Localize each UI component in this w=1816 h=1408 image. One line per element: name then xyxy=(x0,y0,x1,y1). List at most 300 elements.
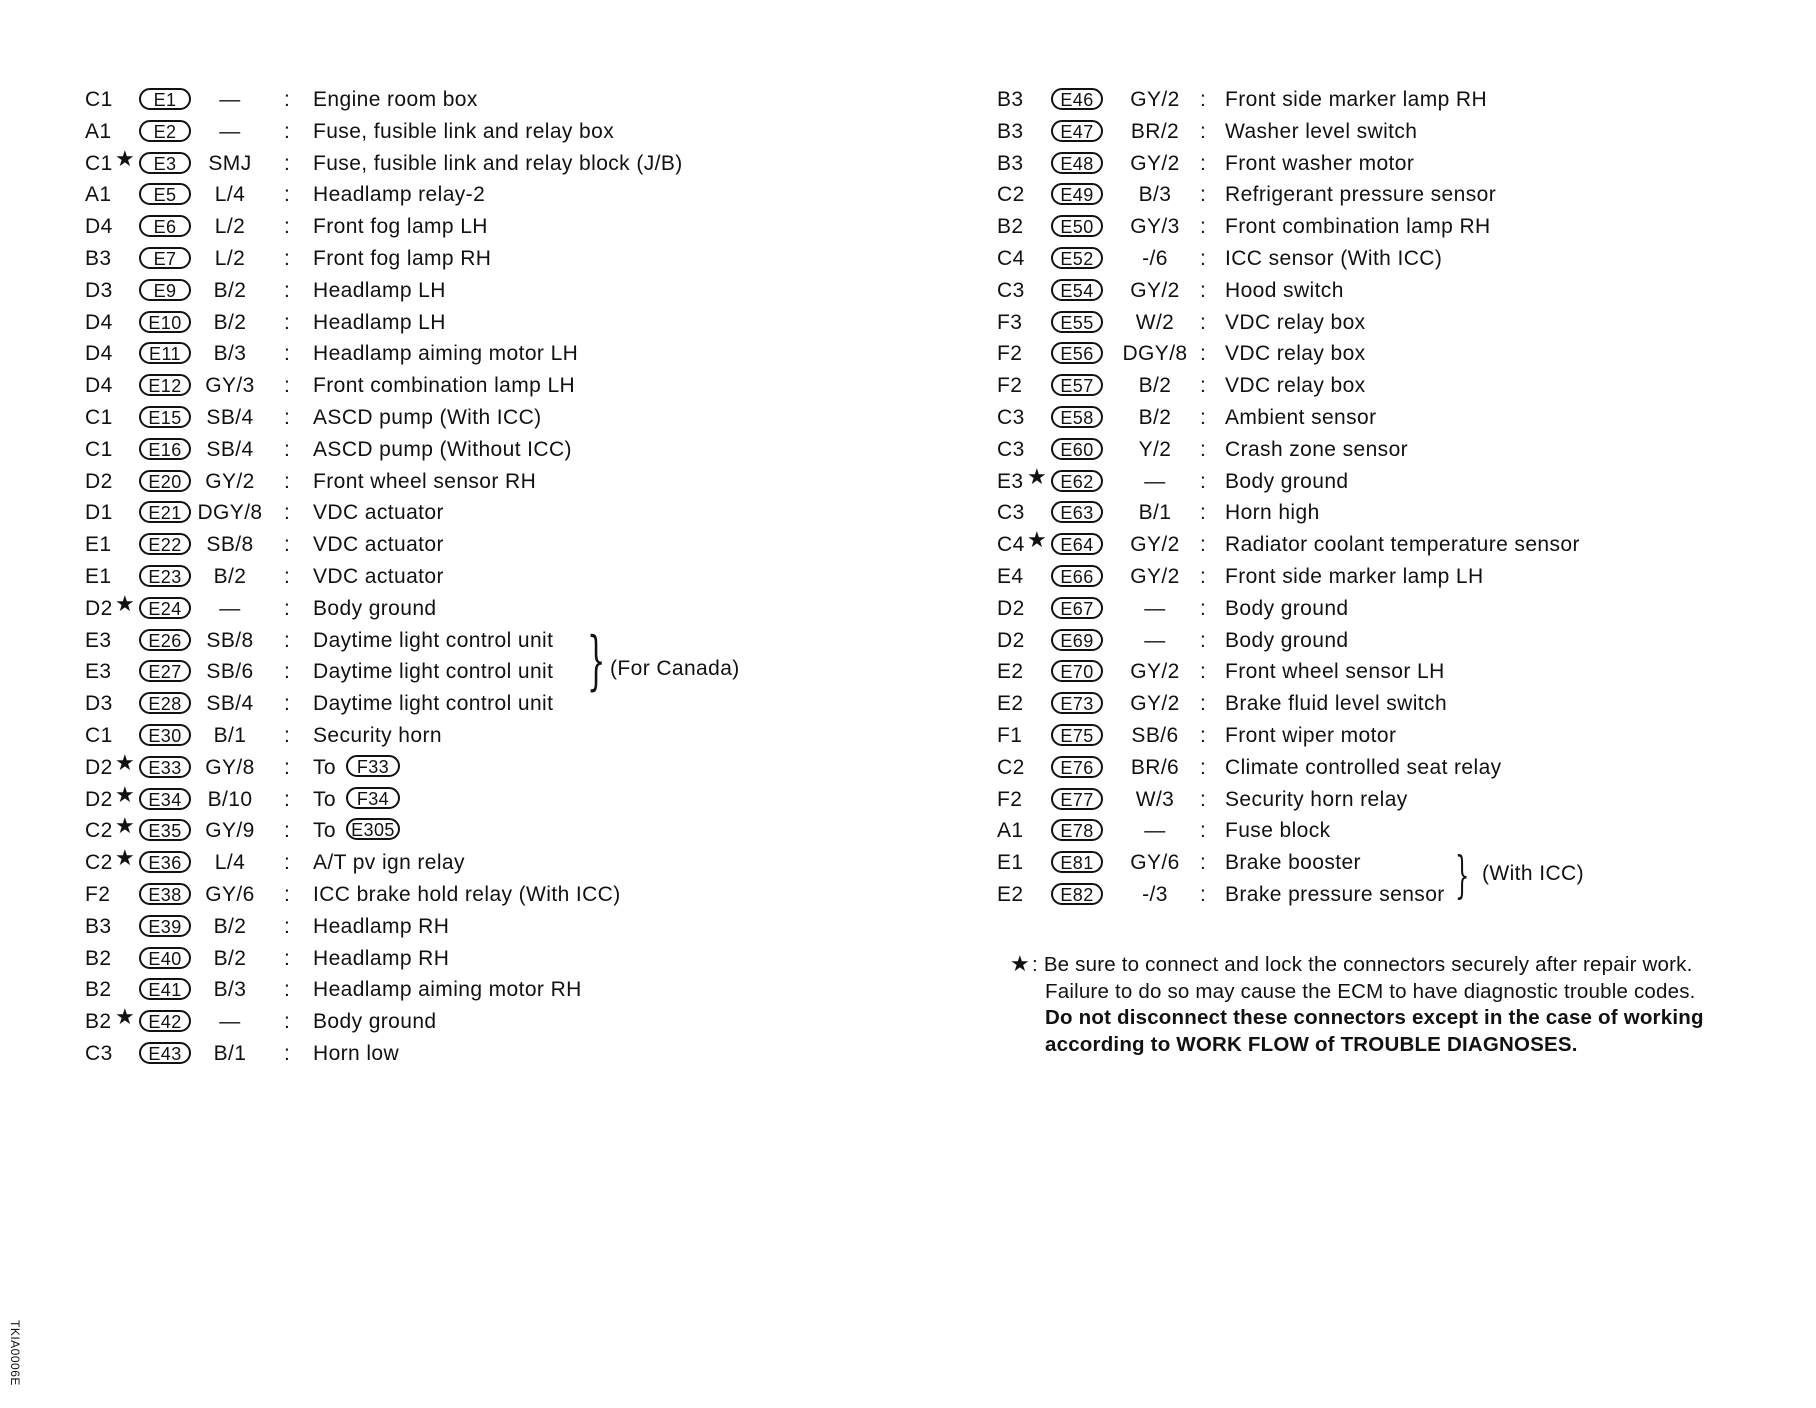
grid-location: E3 xyxy=(997,469,1024,493)
connector-description-text: Brake pressure sensor xyxy=(1225,882,1445,906)
connector-description xyxy=(313,243,491,275)
connector-code: GY/2 xyxy=(1130,533,1180,557)
connector-number: E35 xyxy=(139,819,191,841)
grid-location: F3 xyxy=(997,310,1023,334)
separator-colon: : xyxy=(1200,851,1207,875)
separator-colon: : xyxy=(284,533,291,557)
connector-number: E43 xyxy=(139,1042,191,1064)
connector-description xyxy=(1225,307,1366,339)
connector-description xyxy=(313,625,553,657)
separator-colon: : xyxy=(284,596,291,620)
separator-colon: : xyxy=(284,278,291,302)
connector-row xyxy=(85,529,945,561)
connector-number-badge xyxy=(1051,847,1103,875)
grid-location: E1 xyxy=(85,533,112,557)
grid-location: E2 xyxy=(997,882,1024,906)
grid-location: C2 xyxy=(997,755,1025,779)
connector-code: — xyxy=(1144,628,1166,652)
connector-row xyxy=(997,84,1797,116)
grid-location: C4 xyxy=(997,533,1025,557)
connector-code: DGY/8 xyxy=(1122,342,1188,366)
separator-colon: : xyxy=(284,660,291,684)
connector-description xyxy=(313,211,488,243)
separator-colon: : xyxy=(1200,501,1207,525)
connector-description xyxy=(313,974,582,1006)
connector-description xyxy=(313,529,444,561)
connector-description xyxy=(313,561,444,593)
connector-row xyxy=(85,815,945,847)
grid-location: D2 xyxy=(85,787,113,811)
connector-row xyxy=(85,338,945,370)
connector-description xyxy=(1225,720,1396,752)
connector-code: — xyxy=(219,1010,241,1034)
separator-colon: : xyxy=(284,310,291,334)
connector-code: SB/4 xyxy=(206,405,254,429)
connector-description xyxy=(313,116,614,148)
connector-description-text: Front wheel sensor RH xyxy=(313,469,537,493)
connector-row xyxy=(997,815,1797,847)
grid-location: C3 xyxy=(997,437,1025,461)
star-icon: ★ xyxy=(1027,463,1048,489)
connector-number: E7 xyxy=(139,247,191,269)
connector-number-badge xyxy=(1051,148,1103,176)
connector-number-badge xyxy=(139,370,191,398)
grid-location: B3 xyxy=(997,151,1024,175)
grid-location: E3 xyxy=(85,660,112,684)
connector-number: E16 xyxy=(139,438,191,460)
connector-description xyxy=(1225,529,1580,561)
connector-number-badge xyxy=(139,943,191,971)
connector-description xyxy=(1225,179,1496,211)
connector-row xyxy=(997,148,1797,180)
connector-number: E38 xyxy=(139,883,191,905)
connector-number: E55 xyxy=(1051,311,1103,333)
connector-number: E9 xyxy=(139,279,191,301)
connector-number-badge xyxy=(139,243,191,271)
connector-number: E75 xyxy=(1051,724,1103,746)
grid-location: D3 xyxy=(85,692,113,716)
grid-location: B2 xyxy=(85,978,112,1002)
connector-description xyxy=(1225,211,1491,243)
connector-number: E82 xyxy=(1051,883,1103,905)
separator-colon: : xyxy=(284,246,291,270)
connector-description xyxy=(313,879,621,911)
connector-number-badge xyxy=(139,497,191,525)
separator-colon: : xyxy=(1200,755,1207,779)
connector-code: B/3 xyxy=(213,978,247,1002)
grid-location: A1 xyxy=(997,819,1024,843)
connector-number: E52 xyxy=(1051,247,1103,269)
grid-location: F2 xyxy=(997,787,1023,811)
connector-number: E42 xyxy=(139,1010,191,1032)
connector-number-badge xyxy=(139,911,191,939)
connector-number-badge xyxy=(139,974,191,1002)
connector-description xyxy=(313,434,572,466)
separator-colon: : xyxy=(1200,374,1207,398)
connector-description xyxy=(1225,879,1445,911)
connector-number-badge xyxy=(139,434,191,462)
connector-number-badge xyxy=(1051,784,1103,812)
connector-code: L/2 xyxy=(214,246,246,270)
separator-colon: : xyxy=(284,405,291,429)
separator-colon: : xyxy=(284,1010,291,1034)
brace-for-canada: } xyxy=(587,624,606,698)
connector-row xyxy=(85,116,945,148)
connector-row xyxy=(85,1038,945,1070)
separator-colon: : xyxy=(1200,628,1207,652)
star-icon: ★ xyxy=(115,145,136,171)
separator-colon: : xyxy=(284,374,291,398)
note-line-1: Be sure to connect and lock the connectors securely after repair work. xyxy=(1043,953,1693,976)
connector-number: E64 xyxy=(1051,533,1103,555)
star-icon: ★ xyxy=(115,813,136,839)
grid-location: C1 xyxy=(85,723,113,747)
connector-description-text: Horn high xyxy=(1225,501,1320,525)
connector-description xyxy=(313,307,446,339)
connector-number-badge xyxy=(1051,243,1103,271)
brace-label-for-canada: (For Canada) xyxy=(610,657,740,680)
connector-code: SB/6 xyxy=(1131,723,1179,747)
connector-row xyxy=(85,243,945,275)
connector-number-badge xyxy=(1051,815,1103,843)
connector-code: GY/2 xyxy=(1130,278,1180,302)
grid-location: C3 xyxy=(85,1041,113,1065)
connector-row xyxy=(85,1006,945,1038)
grid-location: E2 xyxy=(997,660,1024,684)
target-connector: E305 xyxy=(346,818,400,840)
connector-code: B/10 xyxy=(207,787,253,811)
connector-number-badge xyxy=(1051,370,1103,398)
connector-code: -/6 xyxy=(1142,246,1168,270)
connector-number-badge xyxy=(1051,752,1103,780)
separator-colon: : xyxy=(284,1041,291,1065)
grid-location: D3 xyxy=(85,278,113,302)
connector-description xyxy=(313,84,478,116)
connector-number-badge xyxy=(139,593,191,621)
connector-code: GY/8 xyxy=(205,755,255,779)
connector-description-text: Refrigerant pressure sensor xyxy=(1225,183,1497,207)
grid-location: E3 xyxy=(85,628,112,652)
connector-code: GY/2 xyxy=(1130,692,1180,716)
connector-row xyxy=(85,879,945,911)
connector-description-text: VDC relay box xyxy=(1225,374,1366,398)
connector-number-badge xyxy=(1051,179,1103,207)
connector-number-badge xyxy=(139,466,191,494)
connector-number: E41 xyxy=(139,978,191,1000)
connector-number: E58 xyxy=(1051,406,1103,428)
connector-description-text: To xyxy=(313,755,336,779)
separator-colon: : xyxy=(284,564,291,588)
connector-row xyxy=(85,497,945,529)
connector-list-right xyxy=(997,84,1797,911)
connector-number: E10 xyxy=(139,311,191,333)
connector-description-text: To xyxy=(313,787,336,811)
connector-number-badge xyxy=(1051,593,1103,621)
connector-number-badge xyxy=(139,402,191,430)
connector-description-text: Front washer motor xyxy=(1225,151,1415,175)
connector-description-text: A/T pv ign relay xyxy=(313,851,465,875)
connector-number-badge xyxy=(1051,211,1103,239)
connector-description-text: Front wheel sensor LH xyxy=(1225,660,1445,684)
grid-location: D4 xyxy=(85,342,113,366)
connector-description-text: Body ground xyxy=(1225,628,1349,652)
connector-description-text: Security horn relay xyxy=(1225,787,1408,811)
connector-row xyxy=(85,275,945,307)
star-icon: ★ xyxy=(1010,951,1030,976)
connector-number: E6 xyxy=(139,215,191,237)
connector-description-text: Engine room box xyxy=(313,88,478,111)
separator-colon: : xyxy=(1200,342,1207,366)
connector-code: — xyxy=(219,88,241,111)
target-connector: F33 xyxy=(346,755,400,777)
connector-code: L/4 xyxy=(214,851,246,875)
grid-location: C1 xyxy=(85,88,113,111)
connector-description xyxy=(313,148,683,180)
grid-location: D2 xyxy=(85,755,113,779)
connector-number-badge xyxy=(1051,879,1103,907)
connector-number-badge xyxy=(139,847,191,875)
separator-colon: : xyxy=(284,437,291,461)
separator-colon: : xyxy=(1200,882,1207,906)
connector-number-badge xyxy=(1051,497,1103,525)
connector-description-text: Fuse block xyxy=(1225,819,1331,843)
separator-colon: : xyxy=(1200,183,1207,207)
connector-description xyxy=(1225,116,1417,148)
connector-number-badge xyxy=(139,720,191,748)
connector-description-text: Body ground xyxy=(313,596,437,620)
connector-description xyxy=(1225,338,1366,370)
separator-colon: : xyxy=(284,692,291,716)
grid-location: D4 xyxy=(85,374,113,398)
connector-description-text: Headlamp RH xyxy=(313,914,450,938)
connector-number: E62 xyxy=(1051,470,1103,492)
connector-number-badge xyxy=(139,688,191,716)
connector-description xyxy=(1225,561,1484,593)
connector-number: E48 xyxy=(1051,152,1103,174)
connector-description xyxy=(1225,434,1408,466)
connector-description-text: Daytime light control unit xyxy=(313,660,554,684)
connector-row xyxy=(85,749,945,784)
connector-number: E78 xyxy=(1051,819,1103,841)
separator-colon: : xyxy=(1200,819,1207,843)
connector-description xyxy=(313,815,400,847)
connector-number-badge xyxy=(1051,688,1103,716)
connector-row xyxy=(997,656,1797,688)
connector-row xyxy=(85,590,945,625)
connector-number: E63 xyxy=(1051,501,1103,523)
grid-location: D2 xyxy=(997,596,1025,620)
connector-row xyxy=(85,145,945,180)
grid-location: B2 xyxy=(85,1010,112,1034)
connector-number: E30 xyxy=(139,724,191,746)
connector-row xyxy=(85,625,945,657)
connector-number: E23 xyxy=(139,565,191,587)
connector-description-text: Headlamp LH xyxy=(313,278,446,302)
connector-number-badge xyxy=(139,179,191,207)
connector-number: E77 xyxy=(1051,788,1103,810)
connector-row xyxy=(85,434,945,466)
separator-colon: : xyxy=(284,215,291,239)
connector-code: B/2 xyxy=(213,914,247,938)
grid-location: C1 xyxy=(85,151,113,175)
connector-number: E66 xyxy=(1051,565,1103,587)
connector-row xyxy=(997,370,1797,402)
connector-code: B/2 xyxy=(1138,405,1172,429)
brace-label-with-icc: (With ICC) xyxy=(1482,862,1584,885)
connector-row xyxy=(85,974,945,1006)
connector-number: E57 xyxy=(1051,374,1103,396)
connector-description-text: Body ground xyxy=(1225,596,1349,620)
connector-code: BR/6 xyxy=(1130,755,1180,779)
grid-location: C1 xyxy=(85,437,113,461)
connector-code: W/3 xyxy=(1135,787,1175,811)
grid-location: B3 xyxy=(997,119,1024,143)
connector-number: E40 xyxy=(139,947,191,969)
connector-number-badge xyxy=(1051,402,1103,430)
separator-colon: : xyxy=(284,787,291,811)
connector-description xyxy=(1225,656,1445,688)
connector-code: B/2 xyxy=(213,564,247,588)
separator-colon: : xyxy=(1200,119,1207,143)
connector-number-badge xyxy=(139,752,191,780)
connector-number-badge xyxy=(1051,625,1103,653)
separator-colon: : xyxy=(1200,278,1207,302)
connector-description xyxy=(1225,84,1487,116)
connector-number-badge xyxy=(139,1006,191,1034)
connector-row xyxy=(997,784,1797,816)
connector-code: L/2 xyxy=(214,215,246,239)
separator-colon: : xyxy=(1200,151,1207,175)
connector-row xyxy=(997,561,1797,593)
connector-description-text: Front fog lamp LH xyxy=(313,215,488,239)
connector-number-badge xyxy=(1051,84,1103,112)
connector-number: E39 xyxy=(139,915,191,937)
connector-description xyxy=(313,275,446,307)
connector-description-text: Radiator coolant temperature sensor xyxy=(1225,533,1580,557)
separator-colon: : xyxy=(1200,88,1207,111)
connector-number: E50 xyxy=(1051,215,1103,237)
separator-colon: : xyxy=(284,183,291,207)
connector-description-text: Climate controlled seat relay xyxy=(1225,755,1502,779)
connector-description-text: VDC relay box xyxy=(1225,342,1366,366)
connector-number: E46 xyxy=(1051,88,1103,110)
connector-row xyxy=(997,275,1797,307)
connector-description-text: Front fog lamp RH xyxy=(313,246,492,270)
connector-description xyxy=(313,943,449,975)
grid-location: C4 xyxy=(997,246,1025,270)
connector-number-badge xyxy=(139,784,191,812)
grid-location: F2 xyxy=(997,342,1023,366)
connector-number: E15 xyxy=(139,406,191,428)
connector-description-text: Front combination lamp LH xyxy=(313,374,576,398)
connector-description xyxy=(313,911,449,943)
grid-location: B3 xyxy=(997,88,1024,111)
connector-row xyxy=(997,847,1797,879)
connector-code: GY/2 xyxy=(1130,564,1180,588)
connector-description xyxy=(313,688,553,720)
connector-description-text: Body ground xyxy=(1225,469,1349,493)
connector-description-text: Headlamp relay-2 xyxy=(313,183,486,207)
star-icon: ★ xyxy=(115,781,136,807)
separator-colon: : xyxy=(284,882,291,906)
connector-description-text: Front side marker lamp LH xyxy=(1225,564,1484,588)
separator-colon: : xyxy=(1200,692,1207,716)
connector-description-text: Headlamp aiming motor LH xyxy=(313,342,579,366)
connector-code: GY/3 xyxy=(205,374,255,398)
connector-code: B/1 xyxy=(213,723,247,747)
star-icon: ★ xyxy=(115,590,136,616)
connector-code: GY/9 xyxy=(205,819,255,843)
connector-code: — xyxy=(219,119,241,143)
connector-code: SB/6 xyxy=(206,660,254,684)
connector-row xyxy=(85,179,945,211)
connector-description-text: VDC actuator xyxy=(313,533,444,557)
connector-description-text: Daytime light control unit xyxy=(313,628,554,652)
connector-description-text: Crash zone sensor xyxy=(1225,437,1409,461)
connector-description-text: ICC brake hold relay (With ICC) xyxy=(313,882,621,906)
connector-number-badge xyxy=(139,116,191,144)
connector-description xyxy=(313,370,575,402)
connector-description xyxy=(1225,847,1361,879)
connector-code: BR/2 xyxy=(1130,119,1180,143)
separator-colon: : xyxy=(1200,310,1207,334)
connector-number: E36 xyxy=(139,851,191,873)
connector-number: E20 xyxy=(139,470,191,492)
separator-colon: : xyxy=(284,851,291,875)
connector-code: — xyxy=(219,596,241,620)
connector-description xyxy=(1225,148,1414,180)
connector-code: SB/8 xyxy=(206,533,254,557)
separator-colon: : xyxy=(1200,660,1207,684)
figure-id: TKIA0006E xyxy=(8,1320,22,1386)
connector-description-text: VDC actuator xyxy=(313,564,444,588)
connector-number-badge xyxy=(1051,338,1103,366)
separator-colon: : xyxy=(284,119,291,143)
connector-description xyxy=(1225,752,1502,784)
connector-description xyxy=(313,784,400,816)
connector-row xyxy=(85,847,945,879)
connector-number-badge xyxy=(139,879,191,907)
separator-colon: : xyxy=(1200,596,1207,620)
connector-description xyxy=(1225,497,1320,529)
connector-number: E67 xyxy=(1051,597,1103,619)
separator-colon: : xyxy=(1200,437,1207,461)
separator-colon: : xyxy=(1200,723,1207,747)
connector-description-text: ASCD pump (Without ICC) xyxy=(313,437,572,461)
grid-location: C3 xyxy=(997,278,1025,302)
connector-code: B/2 xyxy=(213,278,247,302)
connector-code: SMJ xyxy=(208,151,252,175)
connector-description-text: VDC actuator xyxy=(313,501,444,525)
connector-number-badge xyxy=(1051,656,1103,684)
connector-row xyxy=(997,338,1797,370)
connector-number: E47 xyxy=(1051,120,1103,142)
connector-row xyxy=(85,688,945,720)
connector-description-text: Body ground xyxy=(313,1010,437,1034)
connector-code: GY/2 xyxy=(205,469,255,493)
connector-description-text: Front side marker lamp RH xyxy=(1225,88,1488,111)
grid-location: E4 xyxy=(997,564,1024,588)
connector-code: GY/2 xyxy=(1130,151,1180,175)
grid-location: E2 xyxy=(997,692,1024,716)
grid-location: F2 xyxy=(997,374,1023,398)
connector-code: DGY/8 xyxy=(197,501,263,525)
separator-colon: : xyxy=(284,755,291,779)
separator-colon: : xyxy=(1200,246,1207,270)
connector-number: E26 xyxy=(139,629,191,651)
connector-description-text: Headlamp LH xyxy=(313,310,446,334)
connector-description-text: Front combination lamp RH xyxy=(1225,215,1491,239)
